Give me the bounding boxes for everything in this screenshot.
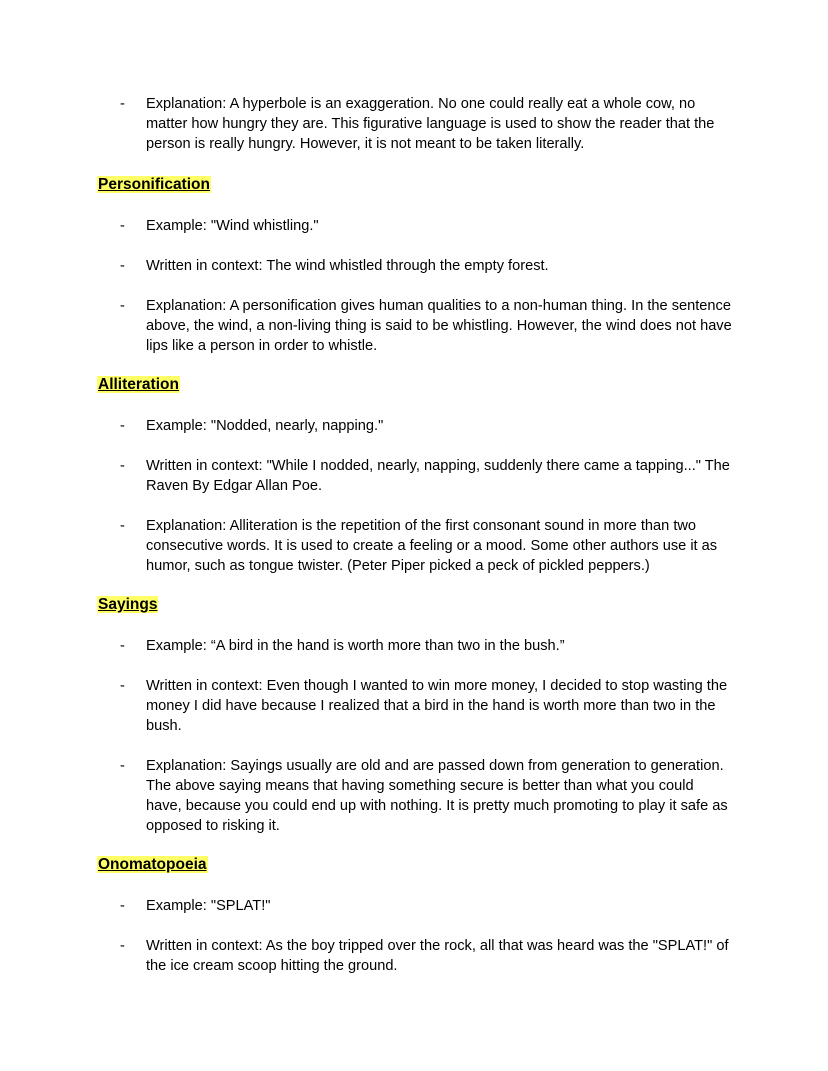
bullet-dash: - bbox=[120, 638, 125, 654]
bullet-text: Example: "Wind whistling." bbox=[146, 218, 319, 234]
bullet-text: Written in context: As the boy tripped over the rock, all that was heard was the "SPLAT!" of the ice cream scoop hitting the ground. bbox=[146, 938, 729, 974]
section-heading bbox=[97, 854, 732, 876]
section-heading bbox=[97, 594, 732, 616]
bullet-dash: - bbox=[120, 458, 125, 474]
section-heading-text: Sayings bbox=[98, 596, 158, 613]
section-heading bbox=[97, 374, 732, 396]
intro-bullet-list bbox=[97, 94, 732, 154]
bullet-dash: - bbox=[120, 898, 125, 914]
bullet-text: Written in context: Even though I wanted to win more money, I decided to stop wasting the money I did have because I realized that a bird in the hand is worth more than two in the bush. bbox=[146, 678, 728, 734]
bullet-item bbox=[97, 936, 732, 976]
bullet-dash: - bbox=[120, 518, 125, 534]
bullet-item bbox=[97, 756, 732, 836]
bullet-item bbox=[97, 516, 732, 576]
bullet-text: Written in context: The wind whistled through the empty forest. bbox=[146, 258, 549, 274]
section-alliteration bbox=[97, 374, 732, 576]
bullet-dash: - bbox=[120, 418, 125, 434]
bullet-dash: - bbox=[120, 96, 125, 112]
bullet-item bbox=[97, 94, 732, 154]
bullet-item bbox=[97, 636, 732, 656]
bullet-text: Example: “A bird in the hand is worth more than two in the bush.” bbox=[146, 638, 565, 654]
bullet-text: Explanation: Sayings usually are old and are passed down from generation to generation. The above saying means that having something secure is better than what you could have, because you could end up with nothing. It is pretty much promoting to play it safe as opposed to risking it. bbox=[146, 758, 728, 834]
bullet-text: Explanation: A hyperbole is an exaggeration. No one could really eat a whole cow, no matter how hungry they are. This figurative language is used to show the reader that the person is really hungry. However, it is not meant to be taken literally. bbox=[146, 96, 715, 152]
bullet-dash: - bbox=[120, 218, 125, 234]
bullet-dash: - bbox=[120, 678, 125, 694]
bullet-list bbox=[97, 896, 732, 976]
bullet-item bbox=[97, 456, 732, 496]
bullet-dash: - bbox=[120, 298, 125, 314]
bullet-text: Written in context: "While I nodded, nearly, napping, suddenly there came a tapping..." The Raven By Edgar Allan Poe. bbox=[146, 458, 730, 494]
section-personification bbox=[97, 174, 732, 356]
bullet-text: Explanation: A personification gives human qualities to a non-human thing. In the sentence above, the wind, a non-living thing is said to be whistling. However, the wind does not have lips like a person in order to whistle. bbox=[146, 298, 732, 354]
section-sayings bbox=[97, 594, 732, 836]
bullet-text: Explanation: Alliteration is the repetition of the first consonant sound in more than two consecutive words. It is used to create a feeling or a mood. Some other authors use it as humor, such as tongue twister. (Peter Piper picked a peck of pickled peppers.) bbox=[146, 518, 718, 574]
section-onomatopoeia bbox=[97, 854, 732, 976]
bullet-dash: - bbox=[120, 258, 125, 274]
bullet-list bbox=[97, 216, 732, 356]
bullet-item bbox=[97, 416, 732, 436]
bullet-list bbox=[97, 636, 732, 836]
bullet-dash: - bbox=[120, 938, 125, 954]
bullet-item bbox=[97, 256, 732, 276]
bullet-item bbox=[97, 216, 732, 236]
bullet-item bbox=[97, 676, 732, 736]
bullet-list bbox=[97, 416, 732, 576]
section-heading-text: Onomatopoeia bbox=[98, 856, 207, 873]
section-heading bbox=[97, 174, 732, 196]
bullet-item bbox=[97, 296, 732, 356]
bullet-dash: - bbox=[120, 758, 125, 774]
section-heading-text: Alliteration bbox=[98, 376, 179, 393]
bullet-text: Example: "SPLAT!" bbox=[146, 898, 271, 914]
bullet-item bbox=[97, 896, 732, 916]
section-heading-text: Personification bbox=[98, 176, 210, 193]
bullet-text: Example: "Nodded, nearly, napping." bbox=[146, 418, 384, 434]
